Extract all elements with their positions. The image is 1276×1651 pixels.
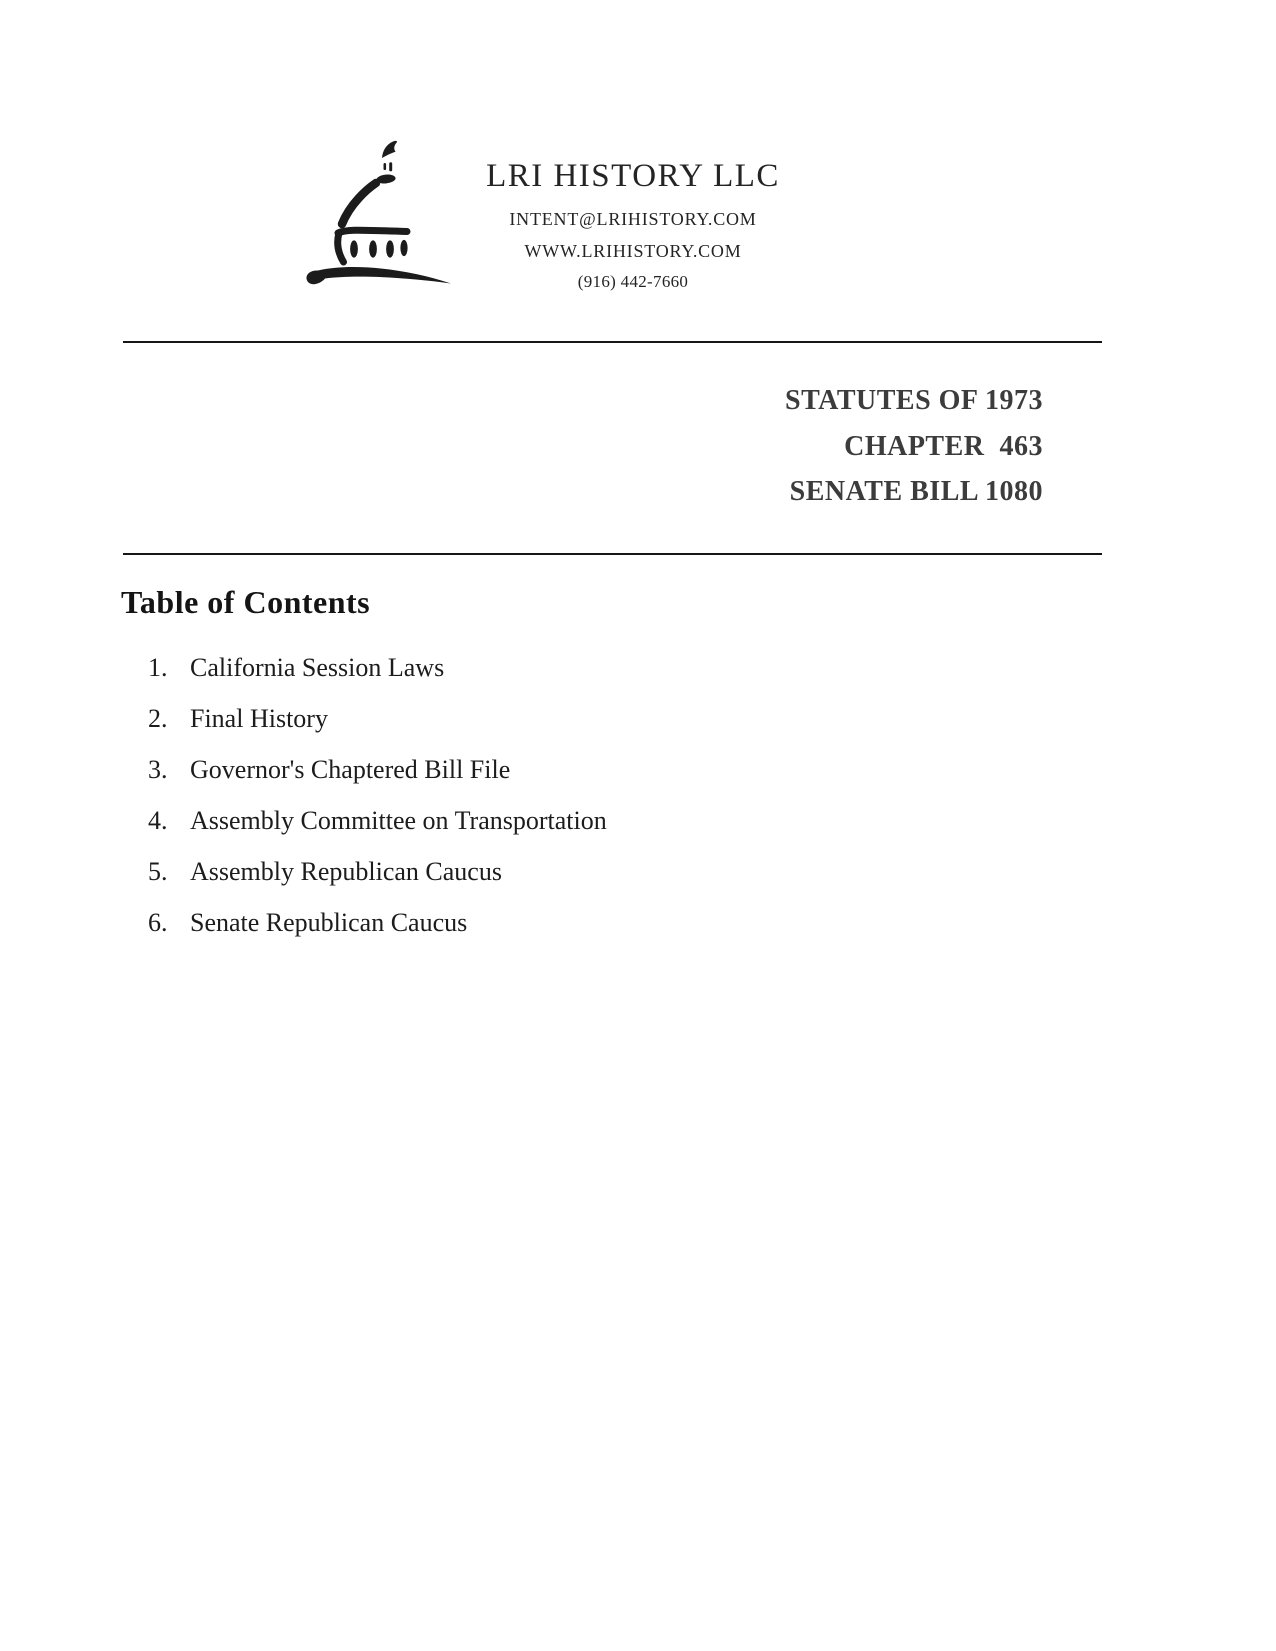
horizontal-rule-bottom xyxy=(123,553,1102,555)
toc-item xyxy=(148,910,607,936)
toc-item-label: Final History xyxy=(190,704,328,733)
toc-item-number: 4. xyxy=(148,806,168,835)
toc-item xyxy=(148,859,607,885)
toc-item xyxy=(148,655,607,681)
toc-item-number: 6. xyxy=(148,908,168,937)
capitol-dome-logo-icon xyxy=(295,125,455,290)
toc-item-number: 3. xyxy=(148,755,168,784)
toc-item-number: 1. xyxy=(148,653,168,682)
toc-item-label: Assembly Committee on Transportation xyxy=(190,806,607,835)
chapter-line: CHAPTER 463 xyxy=(844,430,1043,462)
toc-title: Table of Contents xyxy=(121,584,371,620)
toc-item xyxy=(148,808,607,834)
company-website: WWW.LRIHISTORY.COM xyxy=(524,241,742,261)
letterhead xyxy=(433,157,833,292)
statutes-line: STATUTES OF 1973 xyxy=(785,385,1043,416)
toc-item-label: California Session Laws xyxy=(190,653,445,682)
toc-item xyxy=(148,706,607,732)
senate-bill-line: SENATE BILL 1080 xyxy=(789,476,1043,507)
toc-item-label: Assembly Republican Caucus xyxy=(190,857,502,886)
toc-item-label: Senate Republican Caucus xyxy=(190,908,468,937)
horizontal-rule-top xyxy=(123,341,1102,343)
bill-reference-block xyxy=(785,378,1043,515)
company-email: INTENT@LRIHISTORY.COM xyxy=(509,209,757,229)
toc-item-label: Governor's Chaptered Bill File xyxy=(190,755,511,784)
toc-item xyxy=(148,757,607,783)
company-phone: (916) 442-7660 xyxy=(577,272,689,291)
company-name: LRI HISTORY LLC xyxy=(486,158,780,194)
toc-list xyxy=(148,655,607,961)
toc-item-number: 2. xyxy=(148,704,168,733)
toc-item-number: 5. xyxy=(148,857,168,886)
